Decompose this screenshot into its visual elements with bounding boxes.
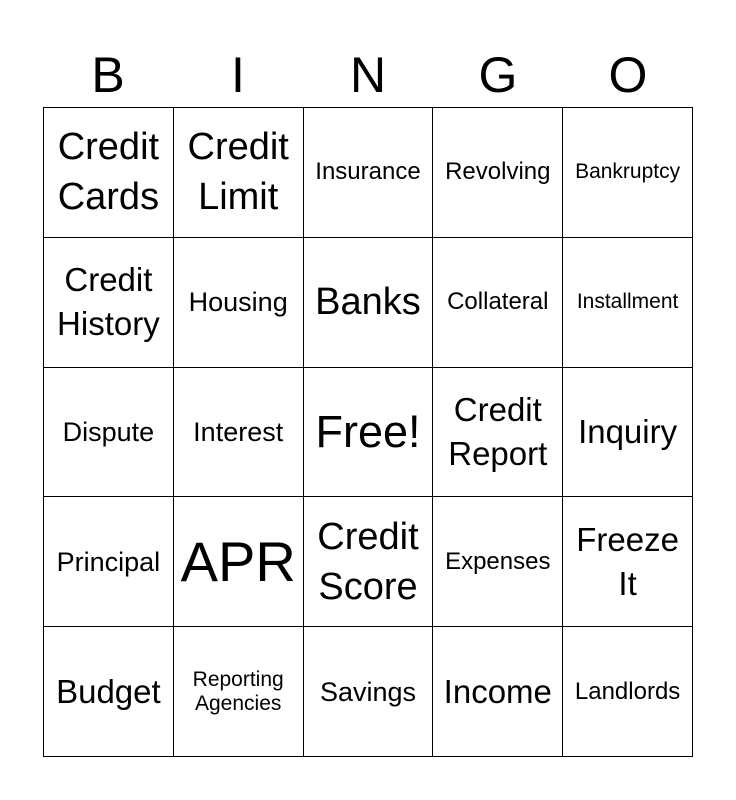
cell-label: Credit Cards <box>57 126 160 219</box>
cell-label: Expenses <box>445 547 551 575</box>
bingo-cell[interactable] <box>433 238 563 368</box>
bingo-cell[interactable] <box>174 627 304 757</box>
cell-label: Insurance <box>315 158 421 186</box>
bingo-cell[interactable] <box>44 368 174 498</box>
bingo-cell[interactable] <box>44 108 174 238</box>
header-letter-o: O <box>608 47 648 103</box>
cell-label: Budget <box>56 672 161 710</box>
bingo-cell[interactable] <box>433 368 563 498</box>
cell-label: Dispute <box>62 416 155 447</box>
bingo-cell[interactable] <box>433 108 563 238</box>
free-space-cell[interactable] <box>304 368 434 498</box>
bingo-cell[interactable] <box>563 238 693 368</box>
cell-label: Income <box>443 672 552 710</box>
cell-label: Credit Limit <box>187 126 289 219</box>
bingo-cell[interactable] <box>174 497 304 627</box>
bingo-cell[interactable] <box>44 497 174 627</box>
bingo-cell[interactable] <box>304 108 434 238</box>
header-letter-n: N <box>349 47 387 103</box>
cell-label: Interest <box>193 416 284 447</box>
bingo-cell[interactable] <box>563 497 693 627</box>
bingo-cell[interactable] <box>433 497 563 627</box>
cell-label: Installment <box>576 290 679 314</box>
bingo-cell[interactable] <box>174 238 304 368</box>
bingo-cell[interactable] <box>304 238 434 368</box>
cell-label: APR <box>180 529 296 593</box>
cell-label: Free! <box>315 405 421 457</box>
cell-label: Bankruptcy <box>575 160 681 184</box>
cell-label: Principal <box>56 546 161 577</box>
cell-label: Credit Score <box>317 515 419 608</box>
cell-label: Housing <box>188 287 288 318</box>
cell-label: Landlords <box>574 677 681 705</box>
cell-label: Revolving <box>445 158 551 186</box>
cell-label: Banks <box>315 281 421 324</box>
header-letter-g: G <box>478 47 518 103</box>
cell-label: Credit Report <box>448 390 548 472</box>
cell-label: Reporting Agencies <box>192 667 284 715</box>
bingo-cell[interactable] <box>304 627 434 757</box>
bingo-cell[interactable] <box>433 627 563 757</box>
bingo-cell[interactable] <box>174 368 304 498</box>
bingo-cell[interactable] <box>304 497 434 627</box>
cell-label: Inquiry <box>578 412 678 450</box>
cell-label: Collateral <box>447 288 549 316</box>
bingo-cell[interactable] <box>563 108 693 238</box>
cell-label: Savings <box>319 676 417 707</box>
bingo-header <box>43 40 693 110</box>
bingo-cell[interactable] <box>563 627 693 757</box>
header-letter-b: B <box>91 47 125 103</box>
bingo-grid <box>43 107 693 757</box>
bingo-cell[interactable] <box>174 108 304 238</box>
bingo-cell[interactable] <box>44 627 174 757</box>
bingo-cell[interactable] <box>44 238 174 368</box>
bingo-cell[interactable] <box>563 368 693 498</box>
cell-label: Freeze It <box>576 520 679 602</box>
cell-label: Credit History <box>57 261 160 343</box>
header-letter-i: I <box>231 47 245 103</box>
